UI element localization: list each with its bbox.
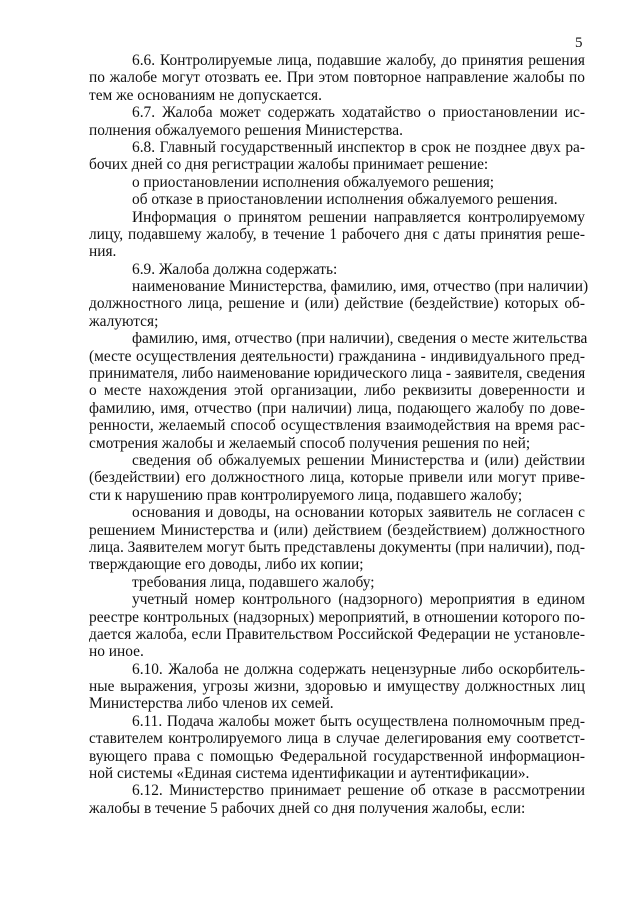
text-line: бочих дней со дня регистрации жалобы принимает решение: [89,156,489,174]
text-line: (бездействии) его должностного лица, которые привели или могут приве- [89,469,585,487]
text-line: ния. [89,243,117,261]
text-line: решением Министерства и (или) действием (бездействием) должностного [89,521,585,539]
text-line: смотрения жалобы и желаемый способ получения решения по ней; [89,434,531,452]
text-line: (месте осуществления деятельности) гражданина - индивидуального пред- [89,347,585,365]
text-line: ной системы «Единая система идентификации и аутентификации». [89,765,530,783]
text-line: Информация о принятом решении направляется контролируемому [132,208,585,226]
text-line: должностного лица, решение и (или) действие (бездействие) которых об- [89,295,585,313]
text-line: жалуются; [89,312,159,330]
text-line: требования лица, подавшего жалобу; [132,573,375,591]
text-line: фамилию, имя, отчество (при наличии), сведения о месте жительства [132,330,588,348]
text-line: наименование Министерства, фамилию, имя, отчество (при наличии) [132,278,589,296]
text-line: жалобы в течение 5 рабочих дней со дня получения жалобы, если: [89,799,526,817]
text-line: 6.6. Контролируемые лица, подавшие жалобу, до принятия решения [132,52,585,69]
text-line: ные выражения, угрозы жизни, здоровью и имуществу должностных лиц [89,678,585,696]
text-line: сти к нарушению прав контролируемого лица, подавшего жалобу; [89,486,523,504]
text-line: вующего права с помощью Федеральной государственной информацион- [89,747,585,765]
text-line: 6.7. Жалоба может содержать ходатайство о приостановлении ис- [132,104,585,122]
text-line: 6.10. Жалоба не должна содержать нецензурные либо оскорбитель- [132,660,585,678]
text-line: Министерства либо членов их семей. [89,695,334,713]
page-number: 5 [575,35,583,51]
text-line: лицу, подавшему жалобу, в течение 1 рабочего дня с даты принятия реше- [89,225,585,243]
text-line: тем же основаниям не допускается. [89,86,322,104]
text-line: основания и доводы, на основании которых заявитель не согласен с [132,504,585,522]
text-line: тверждающие его доводы, либо их копии; [89,556,364,574]
text-line: 6.11. Подача жалобы может быть осуществлена полномочным пред- [132,712,585,730]
text-line: лица. Заявителем могут быть представлены документы (при наличии), под- [89,538,585,556]
document-body [89,52,589,817]
text-line: дается жалоба, если Правительством Российской Федерации не установле- [89,625,585,643]
text-line: о месте нахождения этой организации, либо реквизиты доверенности и [89,382,585,400]
text-line: 6.9. Жалоба должна содержать: [132,260,338,278]
text-line: но иное. [89,643,144,661]
text-line: реестре контрольных (надзорных) мероприятий, в отношении которого по- [89,608,585,626]
text-line: по жалобе могут отозвать ее. При этом повторное направление жалобы по [89,69,585,87]
text-line: ставителем контролируемого лица в случае делегирования ему соответст- [89,730,585,748]
text-line: 6.8. Главный государственный инспектор в срок не позднее двух ра- [132,138,585,156]
text-line: об отказе в приостановлении исполнения обжалуемого решения. [132,191,558,209]
text-line: принимателя, либо наименование юридического лица - заявителя, сведения [89,365,586,383]
text-line: полнения обжалуемого решения Министерства. [89,121,403,139]
text-line: фамилию, имя, отчество (при наличии) лица, подающего жалобу по дове- [89,399,585,417]
text-line: учетный номер контрольного (надзорного) мероприятия в едином [132,591,585,609]
text-line: ренности, желаемый способ осуществления взаимодействия на время рас- [89,417,585,435]
text-line: 6.12. Министерство принимает решение об отказе в рассмотрении [132,782,585,800]
text-line: сведения об обжалуемых решении Министерства и (или) действии [132,451,585,469]
text-line: о приостановлении исполнения обжалуемого решения; [132,173,495,191]
